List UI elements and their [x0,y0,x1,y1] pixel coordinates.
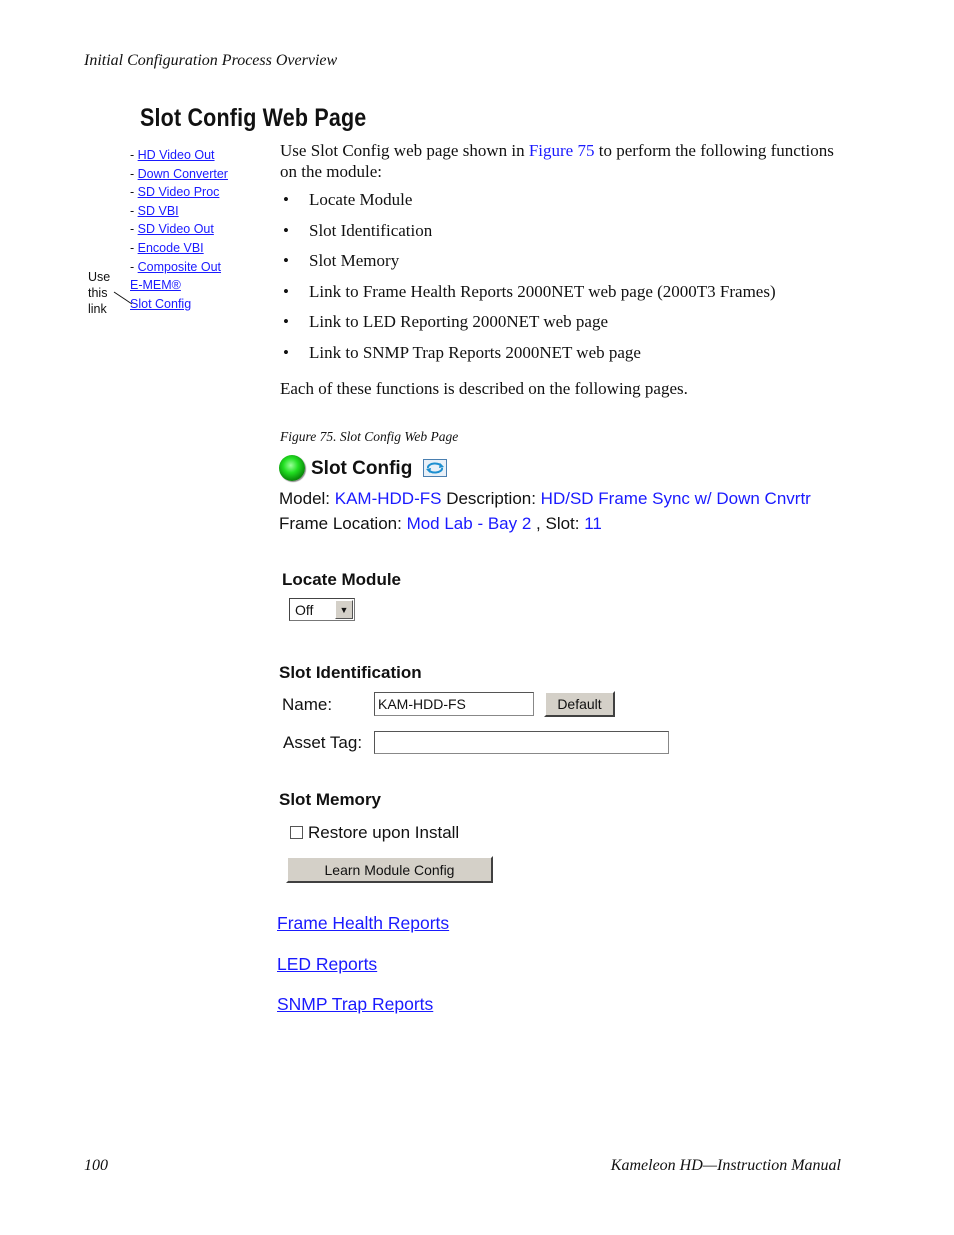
bullet-item [283,190,776,221]
bullet-text: Slot Identification [309,220,433,240]
snmp-trap-reports-link[interactable]: SNMP Trap Reports [277,994,434,1014]
figure-caption: Figure 75. Slot Config Web Page [280,429,459,444]
nav-link[interactable]: Encode VBI [137,240,204,255]
name-input[interactable]: KAM-HDD-FS [374,692,534,716]
bullet-glyph: • [283,251,289,270]
nav-row [130,258,228,277]
default-button[interactable]: Default [544,691,615,717]
frame-location-label: Frame Location: [279,514,407,533]
running-header: Initial Configuration Process Overview [84,52,338,69]
nav-row [130,220,228,239]
asset-tag-input[interactable] [374,731,669,754]
restore-upon-install-checkbox[interactable] [290,826,303,839]
frame-location-line [279,514,602,534]
frame-health-reports-link[interactable]: Frame Health Reports [277,913,450,933]
callout-line: Use [88,270,111,284]
refresh-icon[interactable] [423,459,447,477]
nav-dash: - [130,203,138,218]
restore-upon-install-label: Restore upon Install [308,823,460,842]
nav-link[interactable]: HD Video Out [137,148,215,162]
nav-dash: - [130,148,138,162]
callout-line: this [88,286,108,300]
led-reports-link[interactable]: LED Reports [277,954,378,974]
nav-row [130,295,228,314]
bullet-item [283,221,776,252]
page-number: 100 [84,1157,108,1174]
bullet-glyph: • [283,190,289,209]
nav-link[interactable]: E-MEM® [130,278,181,293]
learn-module-config-button[interactable]: Learn Module Config [286,856,493,883]
callout-label [88,269,110,317]
model-description-line [279,489,811,509]
intro-text-rest: to perform the following functions on the module: [280,141,834,181]
nav-row [130,146,228,165]
description-label: Description: [441,489,541,508]
frame-location-value: Mod Lab - Bay 2 [406,514,532,533]
slot-label: , Slot: [531,514,585,533]
bullet-text: Locate Module [309,190,413,209]
nav-row [130,239,228,258]
locate-module-heading: Locate Module [282,570,402,589]
callout-line: link [88,302,107,316]
model-value: KAM-HDD-FS [334,489,442,508]
nav-link[interactable]: SD VBI [137,203,179,218]
bullet-item [283,251,776,282]
locate-module-select[interactable] [289,598,355,621]
nav-dash: - [130,222,138,237]
nav-dash: - [130,185,138,200]
nav-link-list [130,146,228,313]
bullet-text: Slot Memory [309,251,400,270]
nav-dash: - [130,240,138,255]
nav-row [130,183,228,202]
intro-paragraph [280,140,840,182]
nav-link[interactable]: SD Video Out [137,222,214,237]
nav-link[interactable]: Down Converter [137,166,228,181]
nav-link[interactable]: Slot Config [130,296,192,311]
bullet-glyph: • [283,281,289,301]
callout-leader-line [112,290,134,306]
nav-dash: - [130,259,138,274]
bullet-text: Link to Frame Health Reports 2000NET web page (2000T3 Frames) [309,281,776,301]
slot-value: 11 [584,514,602,533]
locate-module-selected-value: Off [295,601,314,618]
figure-75-link[interactable]: Figure 75 [528,141,595,160]
model-label: Model: [279,489,335,508]
bullet-item [283,343,776,374]
manual-title: Kameleon HD—Instruction Manual [610,1157,841,1174]
nav-link[interactable]: Composite Out [137,259,222,274]
bullet-glyph: • [283,342,289,362]
bullet-item [283,312,776,343]
figure-page-title: Slot Config [311,458,413,479]
bullet-glyph: • [283,312,289,331]
function-bullet-list [283,190,776,373]
nav-dash: - [130,166,138,181]
chevron-down-icon[interactable]: ▼ [335,600,353,619]
nav-link[interactable]: SD Video Proc [137,185,220,200]
nav-row [130,165,228,184]
bullet-glyph: • [283,220,289,240]
nav-row [130,276,228,295]
closing-paragraph: Each of these functions is described on the following pages. [280,379,688,398]
nav-row [130,202,228,221]
asset-tag-label: Asset Tag: [283,733,363,752]
bullet-text: Link to LED Reporting 2000NET web page [309,312,609,331]
name-label: Name: [282,695,333,714]
bullet-text: Link to SNMP Trap Reports 2000NET web page [309,342,641,362]
status-led-icon [279,455,305,481]
slot-identification-heading: Slot Identification [279,663,422,682]
bullet-item [283,282,776,313]
section-title: Slot Config Web Page [140,104,367,132]
intro-text: Use Slot Config web page shown in [280,141,529,160]
slot-memory-heading: Slot Memory [279,790,382,809]
description-value: HD/SD Frame Sync w/ Down Cnvrtr [540,489,811,508]
